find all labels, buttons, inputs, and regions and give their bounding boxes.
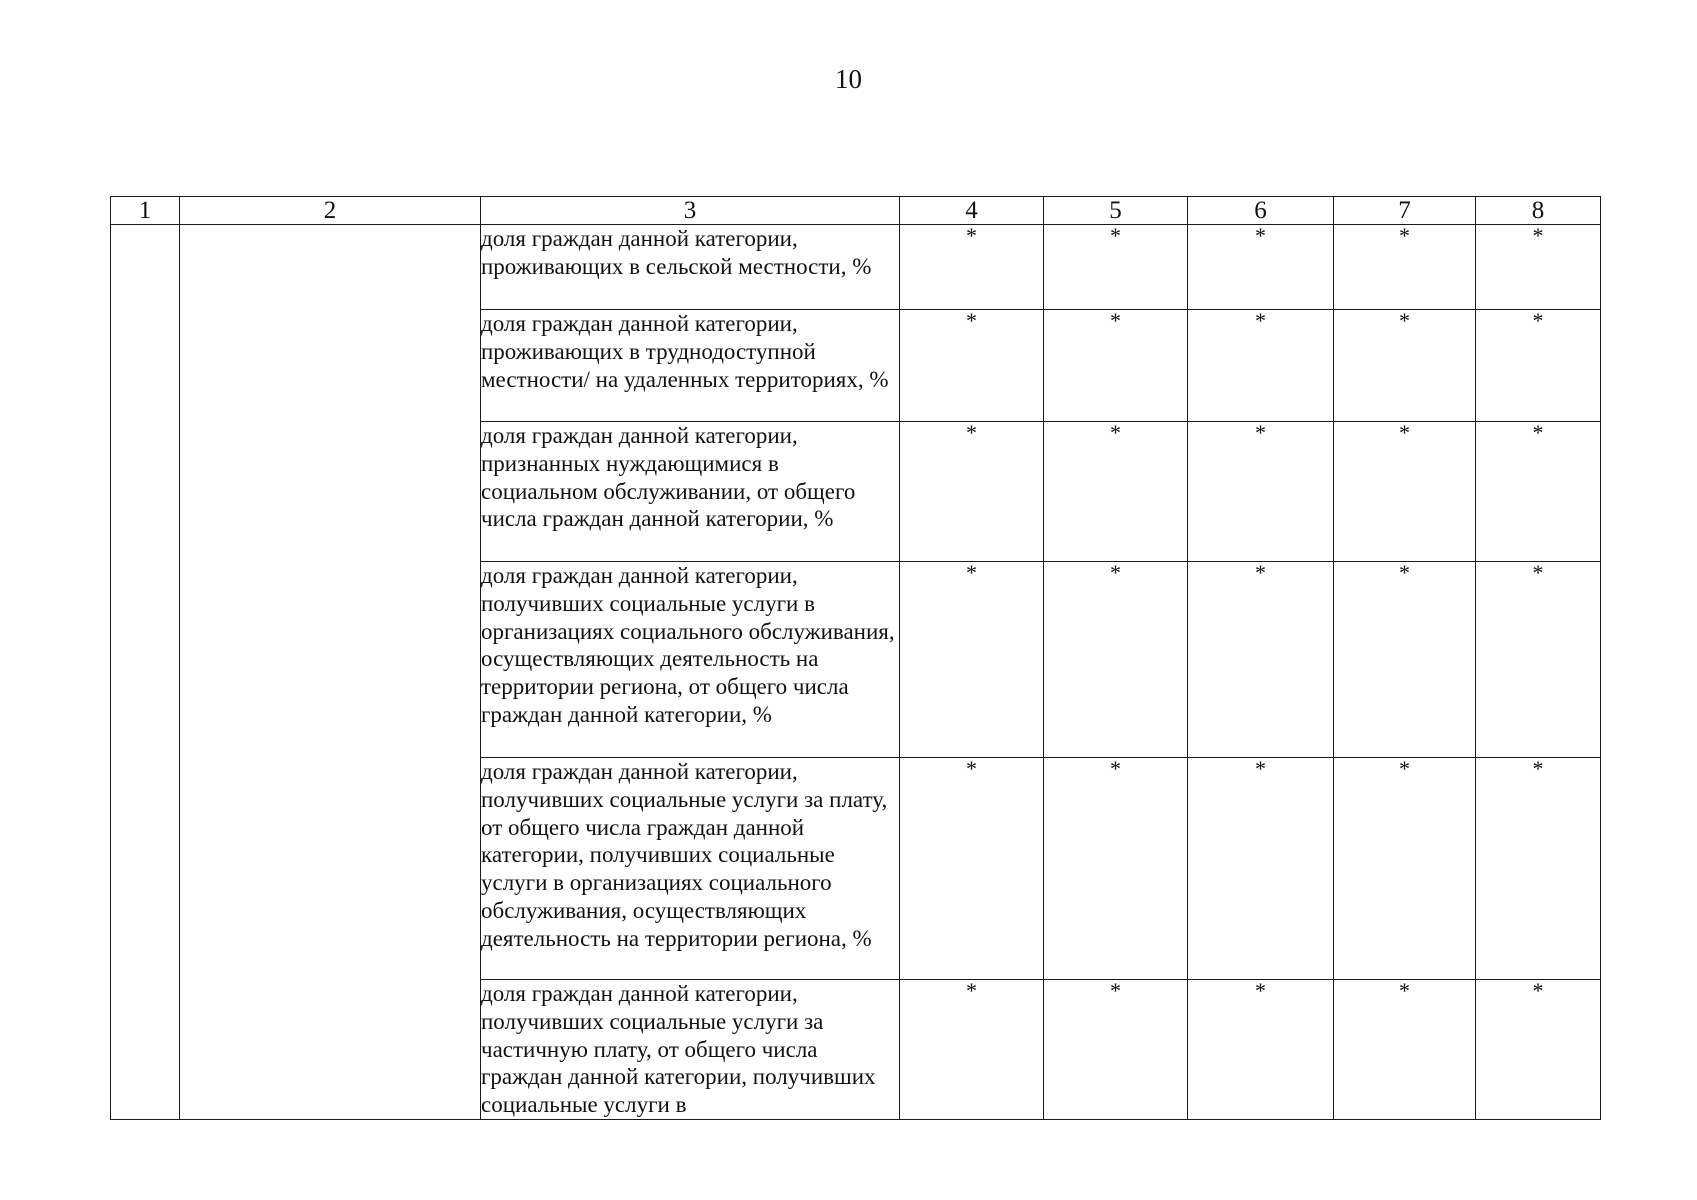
value-cell: * xyxy=(1334,310,1476,422)
value-cell: * xyxy=(1334,562,1476,758)
indicator-description: доля граждан данной категории, проживающих в труднодоступной местности/ на удаленных территориях, % xyxy=(481,310,900,422)
value-cell: * xyxy=(1476,422,1601,562)
value-cell: * xyxy=(1334,758,1476,980)
value-cell: * xyxy=(1476,980,1601,1120)
value-cell: * xyxy=(900,310,1044,422)
value-cell: * xyxy=(1476,310,1601,422)
column-header-6: 6 xyxy=(1188,197,1334,225)
table-row xyxy=(111,225,1601,310)
indicator-description: доля граждан данной категории, признанных нуждающимися в социальном обслуживании, от общего числа граждан данной категории, % xyxy=(481,422,900,562)
value-cell: * xyxy=(1044,422,1188,562)
value-cell: * xyxy=(900,980,1044,1120)
value-cell: * xyxy=(1188,980,1334,1120)
column-header-1: 1 xyxy=(111,197,180,225)
value-cell: * xyxy=(900,562,1044,758)
column-header-3: 3 xyxy=(481,197,900,225)
value-cell: * xyxy=(1044,562,1188,758)
value-cell: * xyxy=(1188,758,1334,980)
column-2-cell xyxy=(180,225,481,1120)
indicator-description: доля граждан данной категории, получивших социальные услуги за частичную плату, от общего числа граждан данной категории, получивших социальные услуги в xyxy=(481,980,900,1120)
value-cell: * xyxy=(1476,758,1601,980)
header-row xyxy=(111,197,1601,225)
value-cell: * xyxy=(1476,562,1601,758)
value-cell: * xyxy=(1188,310,1334,422)
column-header-7: 7 xyxy=(1334,197,1476,225)
value-cell: * xyxy=(1334,422,1476,562)
value-cell: * xyxy=(900,225,1044,310)
column-header-5: 5 xyxy=(1044,197,1188,225)
value-cell: * xyxy=(900,758,1044,980)
value-cell: * xyxy=(1188,422,1334,562)
column-header-2: 2 xyxy=(180,197,481,225)
value-cell: * xyxy=(1044,225,1188,310)
value-cell: * xyxy=(1334,225,1476,310)
indicator-table xyxy=(110,196,1601,1120)
column-header-4: 4 xyxy=(900,197,1044,225)
page-number: 10 xyxy=(835,64,862,94)
value-cell: * xyxy=(1476,225,1601,310)
column-1-cell xyxy=(111,225,180,1120)
indicator-description: доля граждан данной категории, проживающих в сельской местности, % xyxy=(481,225,900,310)
value-cell: * xyxy=(1188,562,1334,758)
value-cell: * xyxy=(1044,758,1188,980)
value-cell: * xyxy=(900,422,1044,562)
indicator-description: доля граждан данной категории, получивших социальные услуги за плату, от общего числа граждан данной категории, получивших социальные услуги в организациях социального обслуживания, осуществляющих деятельность на территории региона, % xyxy=(481,758,900,980)
indicator-description: доля граждан данной категории, получивших социальные услуги в организациях социального обслуживания, осуществляющих деятельность на территории региона, от общего числа граждан данной категории, % xyxy=(481,562,900,758)
value-cell: * xyxy=(1188,225,1334,310)
value-cell: * xyxy=(1334,980,1476,1120)
value-cell: * xyxy=(1044,980,1188,1120)
column-header-8: 8 xyxy=(1476,197,1601,225)
value-cell: * xyxy=(1044,310,1188,422)
